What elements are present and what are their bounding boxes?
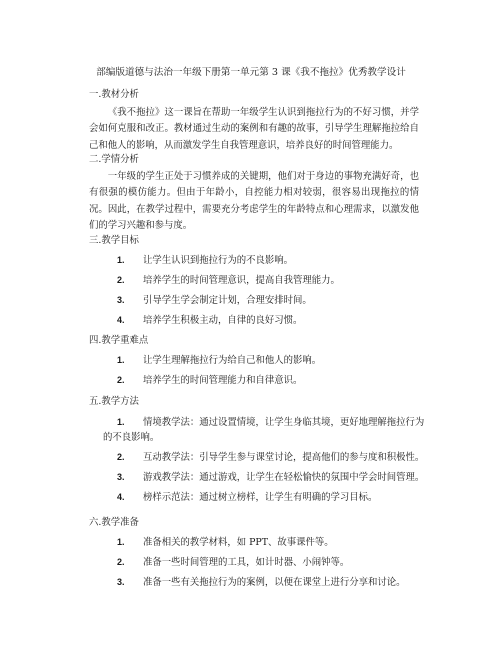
list-item-text-continued: 的不良影响。 [103, 432, 160, 443]
list-item-text: 让学生理解拖拉行为给自己和他人的影响。 [143, 355, 322, 366]
list-item-text: 准备一些有关拖拉行为的案例，以便在课堂上进行分享和讨论。 [143, 577, 406, 588]
list-item-number: 1. [117, 417, 125, 427]
list-item-number: 3. [117, 577, 125, 587]
section-heading: 三.教学目标 [89, 235, 139, 246]
list-item-number: 2. [117, 375, 125, 385]
list-item-number: 2. [117, 452, 125, 462]
section-paragraph: 《我不拖拉》这一课旨在帮助一年级学生认识到拖拉行为的不好习惯，并学会如何克服和改正。教材通过生动的案例和有趣的故事，引导学生理解拖拉给自己和他人的影响，从而激发学生自我管理意识，培养良好的时间管理能力。 [89, 107, 419, 151]
section-heading: 六.教学准备 [89, 517, 139, 528]
list-item-number: 1. [117, 537, 125, 547]
document-title: 部编版道德与法治一年级下册第一单元第 3 课《我不拖拉》优秀教学设计 [96, 67, 406, 78]
list-item-number: 2. [117, 275, 125, 285]
list-item-text: 准备一些时间管理的工具，如计时器、小闹钟等。 [143, 557, 350, 568]
section-paragraph: 一年级的学生正处于习惯养成的关键期，他们对于身边的事物充满好奇，也有很强的模仿能力。但由于年龄小，自控能力相对较弱，很容易出现拖拉的情况。因此，在教学过程中，需要充分考虑学生的年龄特点和心理需求，以激发他们的学习兴趣和参与度。 [89, 171, 419, 231]
list-item-number: 3. [117, 472, 125, 482]
section-heading: 五.教学方法 [89, 396, 139, 407]
list-item-number: 4. [117, 315, 125, 325]
list-item-text: 让学生认识到拖拉行为的不良影响。 [143, 255, 294, 266]
list-item-number: 4. [117, 492, 125, 502]
list-item-text: 情境教学法：通过设置情境，让学生身临其境，更好地理解拖拉行为 [143, 417, 425, 428]
list-item-text: 培养学生的时间管理能力和自律意识。 [143, 375, 303, 386]
list-item-text: 培养学生的时间管理意识，提高自我管理能力。 [143, 275, 340, 286]
list-item-number: 2. [117, 557, 125, 567]
section-heading: 四.教学重难点 [89, 335, 149, 346]
list-item-text: 游戏教学法：通过游戏，让学生在轻松愉快的氛围中学会时间管理。 [143, 472, 425, 483]
list-item-text: 培养学生积极主动，自律的良好习惯。 [143, 315, 303, 326]
list-item-number: 3. [117, 295, 125, 305]
list-item-number: 1. [117, 255, 125, 265]
list-item-text: 榜样示范法：通过树立榜样，让学生有明确的学习目标。 [143, 492, 378, 503]
section-heading: 二.学情分析 [89, 154, 139, 165]
list-item-text: 准备相关的教学材料，如 PPT、故事课件等。 [143, 537, 334, 548]
list-item-text: 引导学生学会制定计划，合理安排时间。 [143, 295, 312, 306]
list-item-number: 1. [117, 355, 125, 365]
list-item-text: 互动教学法：引导学生参与课堂讨论，提高他们的参与度和积极性。 [143, 452, 425, 463]
section-heading: 一.教材分析 [89, 89, 139, 100]
